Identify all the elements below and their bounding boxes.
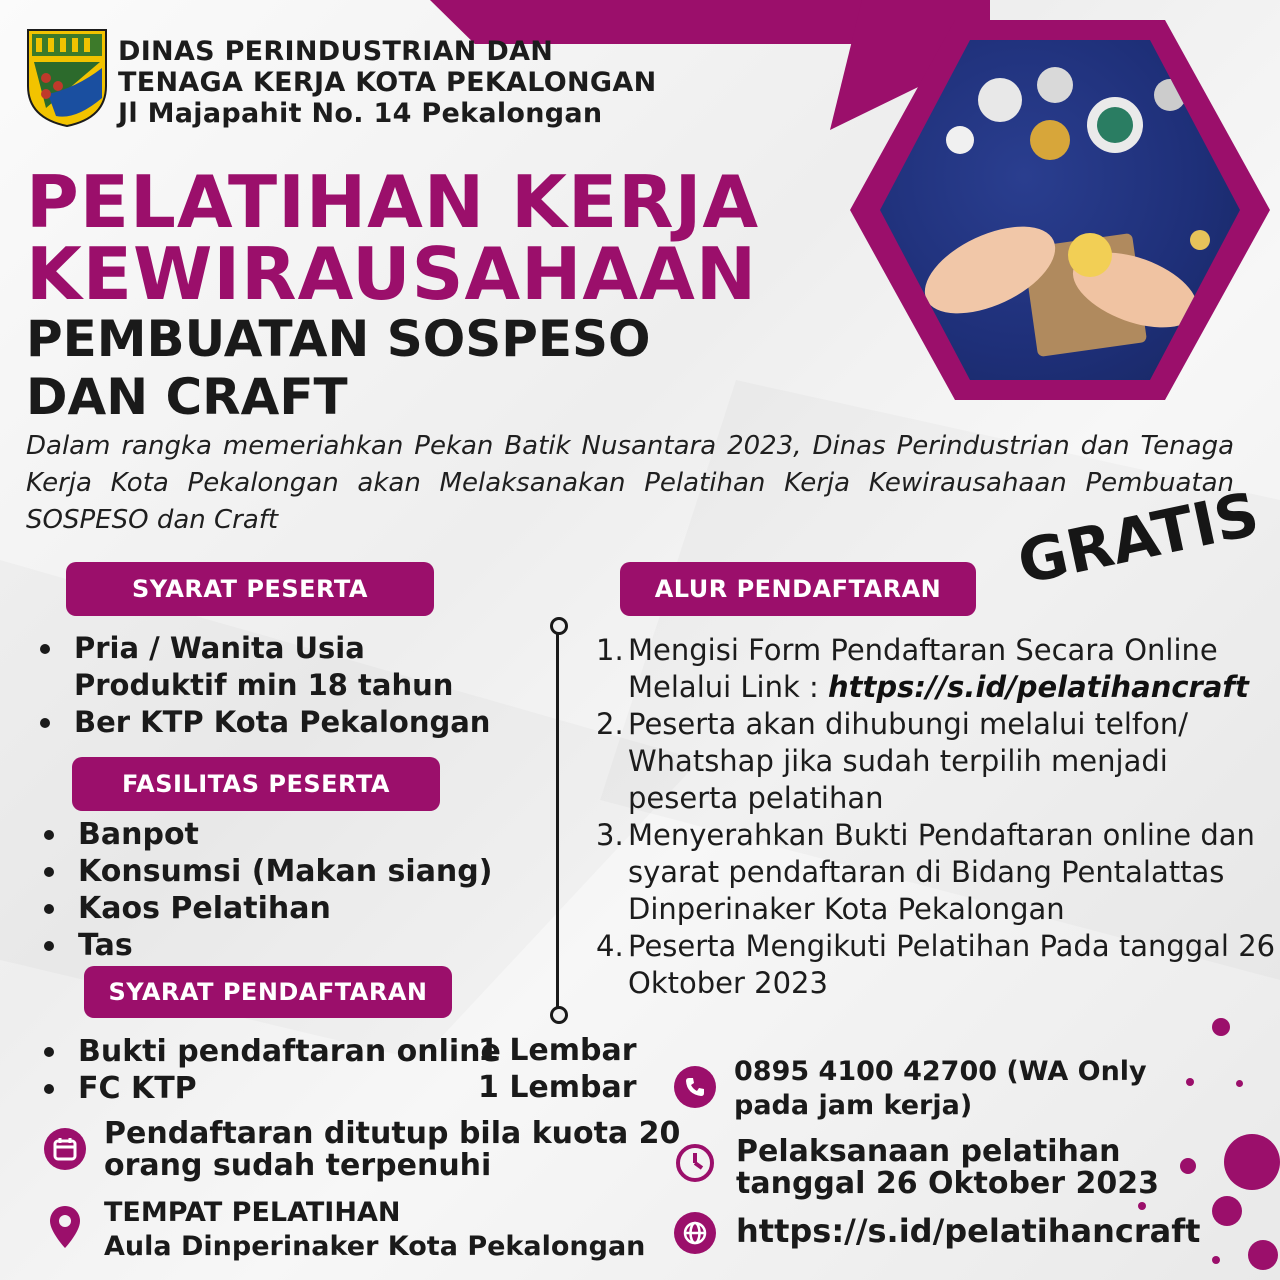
- list-item-continuation: [30, 667, 490, 704]
- step-text: Menyerahkan Bukti Pendaftaran online dan syarat pendaftaran di Bidang Pentalattas Dinperinaker Kota Pekalongan: [628, 818, 1255, 926]
- phone-icon: [674, 1066, 716, 1108]
- organization-header: [118, 36, 657, 129]
- timeline-line: [556, 626, 559, 1012]
- list-item: [34, 853, 492, 890]
- step-item: [596, 928, 1276, 1002]
- location-pin-icon: [48, 1204, 82, 1254]
- decor-dot: [1236, 1080, 1243, 1087]
- step-number: 4.: [596, 929, 624, 963]
- phone-line-2: pada jam kerja): [734, 1090, 973, 1121]
- decor-dot: [1224, 1134, 1280, 1190]
- decor-dot: [1212, 1256, 1220, 1264]
- execution-line-1: Pelaksanaan pelatihan: [736, 1134, 1121, 1169]
- decor-dot: [1138, 1202, 1146, 1210]
- venue-info: [104, 1196, 645, 1264]
- decor-dot: [1248, 1240, 1278, 1270]
- quota-line-1: Pendaftaran ditutup bila kuota 20: [104, 1116, 681, 1151]
- main-title-line-1: PELATIHAN KERJA: [26, 160, 760, 244]
- execution-info: [736, 1136, 1159, 1200]
- calendar-icon: [44, 1128, 86, 1170]
- step-number: 2.: [596, 707, 624, 741]
- org-name-line-1: DINAS PERINDUSTRIAN DAN: [118, 36, 554, 67]
- list-item: [34, 927, 492, 964]
- step-text: Mengisi Form Pendaftaran Secara Online Melalui Link :: [628, 633, 1218, 704]
- list-item: [34, 816, 492, 853]
- syarat-peserta-list: [30, 630, 490, 741]
- step-item: [596, 632, 1276, 706]
- subtitle-line-1: PEMBUATAN SOSPESO: [26, 310, 651, 368]
- decor-dot: [1212, 1196, 1242, 1226]
- free-badge-text: GRATIS: [1012, 479, 1265, 599]
- subtitle-line-2: DAN CRAFT: [26, 368, 348, 426]
- list-item-text: FC KTP: [78, 1071, 197, 1106]
- timeline-dot-top: [550, 617, 568, 635]
- list-item-text: Produktif min 18 tahun: [74, 668, 454, 702]
- decor-dot: [1180, 1158, 1196, 1174]
- list-item-text: Bukti pendaftaran online: [78, 1034, 501, 1069]
- main-title-line-2: KEWIRAUSAHAAN: [26, 232, 758, 316]
- step-text: Peserta Mengikuti Pelatihan Pada tanggal 26 Oktober 2023: [628, 929, 1276, 1000]
- syarat-pendaftaran-heading: SYARAT PENDAFTARAN: [84, 966, 452, 1018]
- quantity-fc-ktp: 1 Lembar: [478, 1070, 637, 1105]
- syarat-peserta-heading: SYARAT PESERTA: [66, 562, 434, 616]
- list-item: [30, 630, 490, 667]
- phone-info: [734, 1055, 1147, 1123]
- execution-line-2: tanggal 26 Oktober 2023: [736, 1166, 1160, 1201]
- clock-icon: [674, 1142, 716, 1184]
- step-item: [596, 817, 1276, 928]
- quantity-bukti: 1 Lembar: [478, 1033, 637, 1068]
- list-item: [34, 1033, 501, 1070]
- globe-icon: [674, 1212, 716, 1254]
- registration-link[interactable]: https://s.id/pelatihancraft: [828, 670, 1249, 704]
- intro-paragraph: Dalam rangka memeriahkan Pekan Batik Nusantara 2023, Dinas Perindustrian dan Tenaga Kerja Kota Pekalongan akan Melaksanakan Pelatihan Kerja Kewirausahaan Pembuatan SOSPESO dan Craft: [26, 431, 1234, 535]
- city-emblem-logo: [26, 28, 108, 128]
- list-item-text: Ber KTP Kota Pekalongan: [74, 705, 491, 739]
- list-item-text: Banpot: [78, 817, 199, 852]
- list-item-text: Pria / Wanita Usia: [74, 631, 365, 665]
- decor-dot: [1212, 1018, 1230, 1036]
- fasilitas-list: [34, 816, 492, 964]
- list-item: [30, 704, 490, 741]
- syarat-pendaftaran-list: [34, 1033, 501, 1107]
- quota-line-2: orang sudah terpenuhi: [104, 1148, 492, 1183]
- phone-line-1: 0895 4100 42700 (WA Only: [734, 1056, 1147, 1087]
- venue-name: Aula Dinperinaker Kota Pekalongan: [104, 1231, 646, 1262]
- decor-dot: [1186, 1078, 1194, 1086]
- step-text: Peserta akan dihubungi melalui telfon/ Whatshap jika sudah terpilih menjadi peserta pelatihan: [628, 707, 1189, 815]
- alur-steps-list: [596, 632, 1276, 1002]
- quota-notice: [104, 1118, 680, 1182]
- list-item: [34, 890, 492, 927]
- step-item: [596, 706, 1276, 817]
- step-number: 1.: [596, 633, 624, 667]
- list-item-text: Konsumsi (Makan siang): [78, 854, 493, 889]
- org-address: Jl Majapahit No. 14 Pekalongan: [118, 98, 603, 129]
- alur-heading: ALUR PENDAFTARAN: [620, 562, 976, 616]
- org-name-line-2: TENAGA KERJA KOTA PEKALONGAN: [118, 67, 657, 98]
- step-number: 3.: [596, 818, 624, 852]
- list-item-text: Tas: [78, 928, 133, 963]
- fasilitas-heading: FASILITAS PESERTA: [72, 757, 440, 811]
- list-item-text: Kaos Pelatihan: [78, 891, 331, 926]
- venue-label: TEMPAT PELATIHAN: [104, 1197, 401, 1228]
- website-url[interactable]: https://s.id/pelatihancraft: [736, 1212, 1201, 1250]
- list-item: [34, 1070, 501, 1107]
- timeline-dot-bottom: [550, 1006, 568, 1024]
